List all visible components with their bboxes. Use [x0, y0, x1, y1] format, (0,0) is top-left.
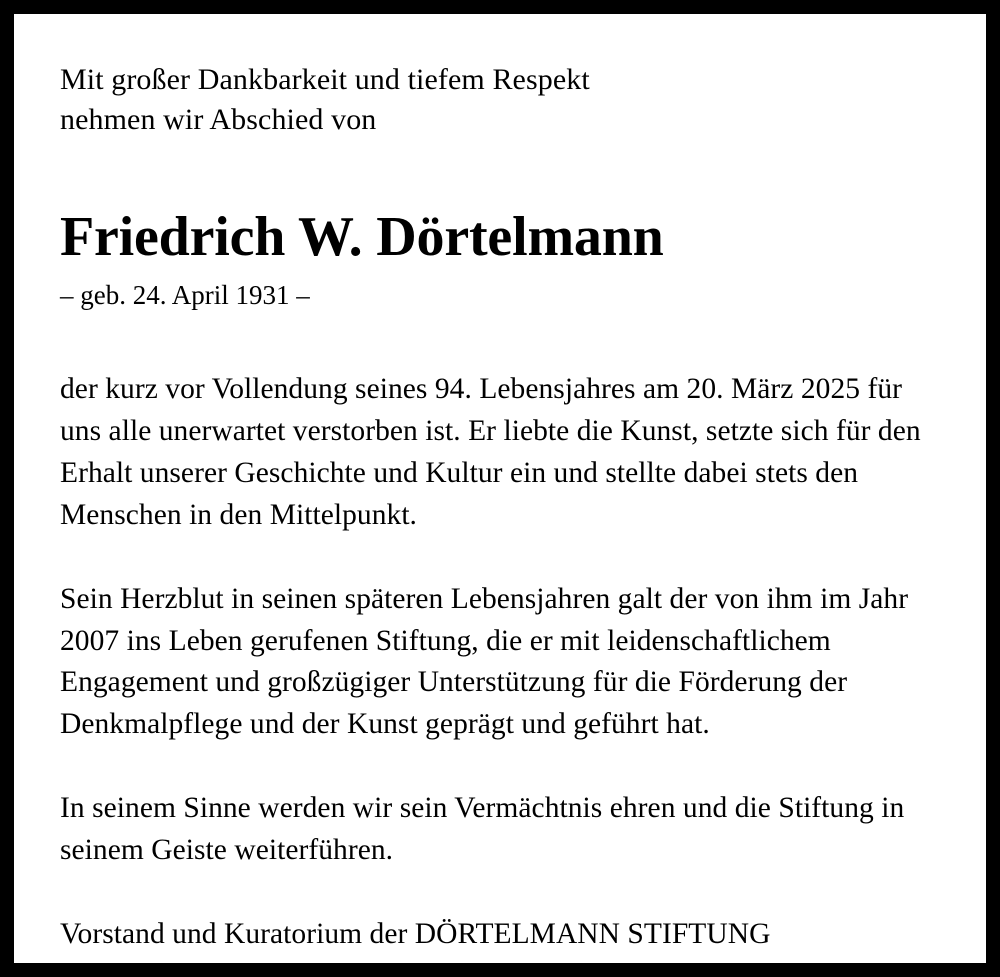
intro-text [60, 52, 940, 139]
obituary-paragraph-2: Sein Herzblut in seinen späteren Lebensjahren galt der von ihm im Jahr 2007 ins Leben gerufenen Stiftung, die er mit leidenschaftlichem Engagement und großzügiger Unterstützung für die Förderung der Denkmalpflege und der Kunst geprägt und geführt hat. [60, 582, 909, 741]
obituary-paragraph-3: In seinem Sinne werden wir sein Vermächtnis ehren und die Stiftung in seinem Geiste weiterführen. [60, 792, 905, 867]
obituary-paragraph-1: der kurz vor Vollendung seines 94. Lebensjahres am 20. März 2025 für uns alle unerwartet verstorben ist. Er liebte die Kunst, setzte sich für den Erhalt unserer Geschichte und Kultur ein und stellte dabei stets den Menschen in den Mittelpunkt. [60, 373, 921, 531]
intro-line-1: Mit großer Dankbarkeit und tiefem Respekt [60, 63, 590, 96]
birth-date-line: – geb. 24. April 1931 – [60, 279, 310, 310]
signature-line: Vorstand und Kuratorium der DÖRTELMANN STIFTUNG [60, 917, 771, 950]
deceased-name: Friedrich W. Dörtelmann [60, 206, 664, 269]
intro-line-2: nehmen wir Abschied von [60, 102, 377, 136]
